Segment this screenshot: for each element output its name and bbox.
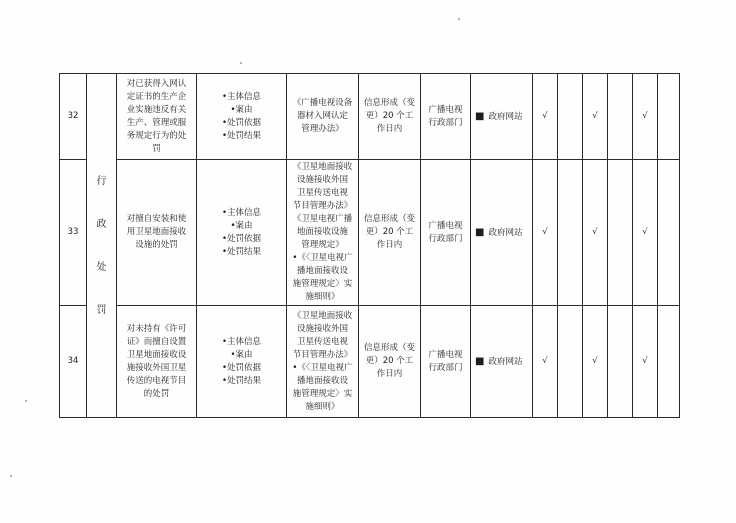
item-name-line: 务规定行为的处 [126,130,187,141]
disclosure-content-line: •主体信息 [221,336,261,347]
scan-speck [10,475,12,477]
check-cell [608,160,633,306]
disclosure-content [197,306,287,418]
check-cell: √ [533,74,558,160]
item-name-line: 卫星地面接收设 [126,349,187,360]
channel-cell [471,160,533,306]
time-limit-line: 更）20 个工 [365,356,414,366]
table-row [60,74,680,160]
department-line: 行政部门 [428,362,463,373]
check-cell [608,74,633,160]
check-cell [558,306,583,418]
legal-basis-line: 施管理规定〉实 [292,388,353,399]
row-number: 33 [60,160,87,306]
channel-cell [471,306,533,418]
disclosure-table [59,73,680,418]
time-limit-line: 信息形成（变 [363,98,415,108]
legal-basis-line: 管理办法》 [301,124,344,134]
check-cell: √ [533,306,558,418]
category-char: 罚 [96,304,107,316]
legal-basis-line: 管理规定》 [301,240,344,250]
row-number: 32 [60,74,87,160]
item-name [117,306,197,418]
disclosure-content-line: •处罚依据 [221,117,261,128]
check-cell [658,306,680,418]
channel-cell [471,74,533,160]
item-name-line: 设施的处罚 [135,240,178,250]
time-limit-line: 作日内 [376,240,403,250]
legal-basis [287,160,359,306]
disclosure-content-line: •处罚依据 [221,362,261,373]
item-name-line: 对未持有《许可 [126,323,187,334]
scan-speck [458,18,460,20]
channel-label: 政府网站 [488,227,523,238]
legal-basis-line: 施细则》 [305,292,340,302]
legal-basis-line: 施管理规定〉实 [292,279,353,289]
row-number: 34 [60,306,87,418]
check-cell: √ [633,74,658,160]
item-name-line: 对擅自安装和使 [126,214,187,224]
category-char: 处 [96,261,107,273]
legal-basis-line: 《广播电视设备 [292,98,353,108]
square-bullet-icon: ■ [475,110,485,122]
legal-basis-line: 地面接收设施 [296,227,348,237]
check-cell [658,74,680,160]
legal-basis-line: 播地面接收设 [296,266,348,276]
disclosure-content-line: •处罚结果 [221,130,261,141]
check-cell: √ [583,160,608,306]
table-row [60,306,680,418]
item-name [117,74,197,160]
check-cell: √ [583,74,608,160]
check-cell: √ [633,160,658,306]
item-name-line: 业实施违反有关 [126,104,187,115]
item-name-line: 的处罚 [143,388,170,399]
item-name-line: 对已获得入网认 [126,78,187,89]
department-line: 行政部门 [428,233,463,244]
check-cell [558,160,583,306]
legal-basis-line: 节目管理办法》 [292,349,353,360]
disclosure-content [197,74,287,160]
legal-basis [287,306,359,418]
channel-label: 政府网站 [488,111,523,122]
legal-basis-line: •《〈卫星电视广 [292,253,353,263]
item-name-line: 用卫星地面接收 [126,227,187,237]
check-cell [608,306,633,418]
check-cell [558,74,583,160]
legal-basis-line: •《〈卫星电视广 [292,362,353,373]
check-cell: √ [533,160,558,306]
department [421,74,471,160]
legal-basis-line: 节目管理办法》 [292,201,353,211]
legal-basis-line: 设施接收外国 [296,323,348,334]
scan-speck [25,400,27,402]
department [421,160,471,306]
disclosure-content-line: •主体信息 [221,91,261,102]
disclosure-content-line: •处罚依据 [221,233,261,244]
time-limit-line: 更）20 个工 [365,111,414,121]
channel-label: 政府网站 [488,356,523,367]
legal-basis-line: 《卫星电视广播 [292,214,353,224]
item-name-line: 传送的电视节目 [126,375,187,386]
check-cell [658,160,680,306]
disclosure-content-line: •案由 [230,220,253,231]
check-cell: √ [633,306,658,418]
legal-basis-line: 《卫星地面接收 [292,310,353,321]
time-limit-line: 更）20 个工 [365,227,414,237]
scan-speck [240,62,242,64]
department [421,306,471,418]
legal-basis-line: 卫星传送电视 [296,188,348,198]
legal-basis-line: 设施接收外国 [296,175,348,185]
disclosure-content-line: •处罚结果 [221,375,261,386]
disclosure-content-line: •案由 [230,349,253,360]
time-limit [359,74,421,160]
disclosure-content-line: •案由 [230,104,253,115]
item-name-line: 证》而擅自设置 [126,336,187,347]
item-name-line: 生产、管理或服 [126,117,187,128]
item-name-line: 施接收外国卫星 [126,362,187,373]
legal-basis-line: 卫星传送电视 [296,336,348,347]
time-limit-line: 作日内 [376,124,403,134]
disclosure-content-line: •处罚结果 [221,246,261,257]
disclosure-content-line: •主体信息 [221,207,261,218]
time-limit [359,306,421,418]
legal-basis-line: 器材入网认定 [296,111,348,121]
department-line: 广播电视 [428,104,463,115]
category-char: 政 [96,218,107,230]
legal-basis-line: 播地面接收设 [296,375,348,386]
item-name-line: 定证书的生产企 [126,91,187,102]
time-limit-line: 作日内 [376,369,403,379]
department-line: 行政部门 [428,117,463,128]
check-cell: √ [583,306,608,418]
time-limit [359,160,421,306]
disclosure-content [197,160,287,306]
department-line: 广播电视 [428,220,463,231]
legal-basis [287,74,359,160]
legal-basis-line: 施细则》 [305,401,340,412]
table-row [60,160,680,306]
item-name [117,160,197,306]
time-limit-line: 信息形成（变 [363,343,415,353]
department-line: 广播电视 [428,349,463,360]
category-cell [87,74,117,418]
time-limit-line: 信息形成（变 [363,214,415,224]
legal-basis-line: 《卫星地面接收 [292,162,353,172]
square-bullet-icon: ■ [475,355,485,367]
square-bullet-icon: ■ [475,226,485,238]
item-name-line: 罚 [152,143,161,154]
category-char: 行 [96,175,107,187]
